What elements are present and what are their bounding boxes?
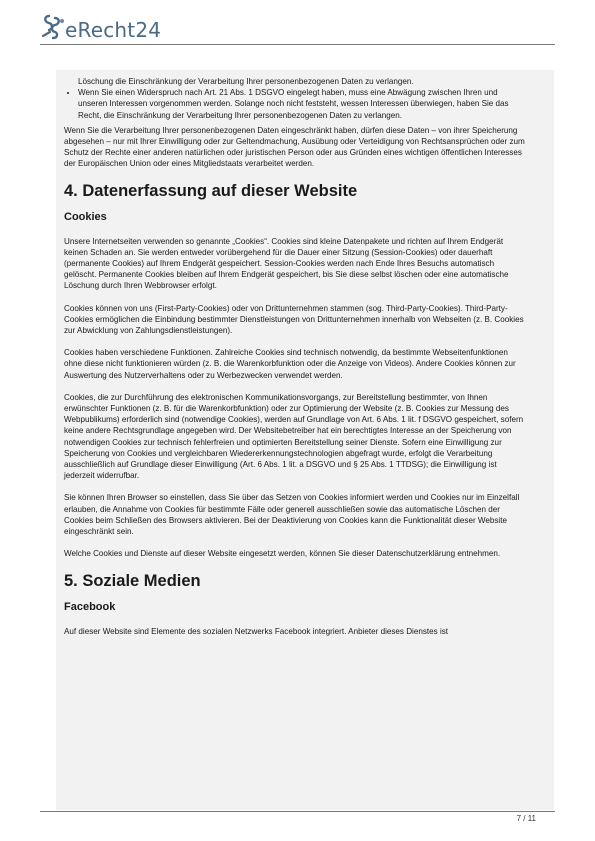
paragraph: Cookies, die zur Durchführung des elektronischen Kommunikationsvorgangs, zur Bereitstellung bestimmter, von Ihnen erwünschter Funktionen (z. B. für die Warenkorbfunktion) oder zur Optimierung der Website (z. B. Cookies zur Messung des Webpublikums) erforderlich sind (notwendige Cookies), werden auf Grundlage von Art. 6 Abs. 1 lit. f DSGVO gespeichert, sofern keine andere Rechtsgrundlage angegeben wird. Der Websitebetreiber hat ein berechtigtes Interesse an der Speicherung von notwendigen Cookies zur technisch fehlerfreien und optimierten Bereitstellung seiner Dienste. Sofern eine Einwilligung zur Speicherung von Cookies und vergleichbaren Wiedererkennungstechnologien abgefragt wurde, erfolgt die Verarbeitung ausschließlich auf Grundlage dieser Einwilligung (Art. 6 Abs. 1 lit. a DSGVO und § 25 Abs. 1 TTDSG); die Einwilligung ist jederzeit widerrufbar. xyxy=(64,392,524,481)
paragraph: Unsere Internetseiten verwenden so genannte „Cookies“. Cookies sind kleine Datenpakete und richten auf Ihrem Endgerät keinen Schaden an. Sie werden entweder vorübergehend für die Dauer einer Sitzung (Session-Cookies) oder dauerhaft (permanente Cookies) auf Ihrem Endgerät gespeichert. Session-Cookies werden nach Ende Ihres Besuchs automatisch gelöscht. Permanente Cookies bleiben auf Ihrem Endgerät gespeichert, bis Sie diese selbst löschen oder eine automatische Löschung durch Ihren Webbrowser erfolgt. xyxy=(64,236,509,291)
page-header xyxy=(40,12,555,45)
paragraph: Sie können Ihren Browser so einstellen, dass Sie über das Setzen von Cookies informiert werden und Cookies nur im Einzelfall erlauben, die Annahme von Cookies für bestimmte Fälle oder generell ausschließen sowie das automatische Löschen der Cookies beim Schließen des Browsers aktivieren. Bei der Deaktivierung von Cookies kann die Funktionalität dieser Website eingeschränkt sein. xyxy=(64,493,520,537)
paragraph-logo-icon xyxy=(40,12,68,42)
list-item: Löschung die Einschränkung der Verarbeitung Ihrer personenbezogenen Daten zu verlangen. xyxy=(78,77,414,86)
paragraph: Cookies können von uns (First-Party-Cookies) oder von Drittunternehmen stammen (sog. Third-Party-Cookies). Third-Party-Cookies ermöglichen die Einbindung bestimmter Dienstleistungen von Drittunternehmen innerhalb von Webseiten (z. B. Cookies zur Abwicklung von Zahlungsdienstleistungen). xyxy=(64,303,524,336)
section-heading: 5. Soziale Medien xyxy=(64,571,201,590)
subsection-heading: Facebook xyxy=(64,600,116,613)
paragraph: Wenn Sie die Verarbeitung Ihrer personenbezogenen Daten eingeschränkt haben, dürfen diese Daten – von ihrer Speicherung abgesehen – nur mit Ihrer Einwilligung oder zur Geltendmachung, Ausübung oder Verteidigung von Rechtsansprüchen oder zum Schutz der Rechte einer anderen natürlichen oder juristischen Person oder aus Gründen eines wichtigen öffentlichen Interesses der Europäischen Union oder eines Mitgliedstaats verarbeitet werden. xyxy=(64,125,525,169)
erecht24-logo xyxy=(40,12,161,42)
rights-list xyxy=(64,76,528,121)
paragraph: Welche Cookies und Dienste auf dieser Website eingesetzt werden, können Sie dieser Datenschutzerklärung entnehmen. xyxy=(64,549,501,559)
section-heading: 4. Datenerfassung auf dieser Website xyxy=(64,181,358,200)
footer-divider xyxy=(40,811,555,812)
document-body xyxy=(56,70,554,810)
paragraph: Auf dieser Website sind Elemente des sozialen Netzwerks Facebook integriert. Anbieter dieses Dienstes ist xyxy=(64,626,449,636)
list-item: • Wenn Sie einen Widerspruch nach Art. 21 Abs. 1 DSGVO eingelegt haben, muss eine Abwägung zwischen Ihren und unseren Interessen vorgenommen werden. Solange noch nicht feststeht, wessen Interessen überwiegen, haben Sie das Recht, die Einschränkung der Verarbeitung Ihrer personenbezogenen Daten zu verlangen. xyxy=(78,87,528,121)
paragraph: Cookies haben verschiedene Funktionen. Zahlreiche Cookies sind technisch notwendig, da bestimmte Webseitenfunktionen ohne diese nicht funktionieren würden (z. B. die Warenkorbfunktion oder die Anzeige von Videos). Andere Cookies können zur Auswertung des Nutzerverhaltens oder zu Werbezwecken verwendet werden. xyxy=(64,348,516,380)
subsection-heading: Cookies xyxy=(64,210,107,223)
page-number: 7 / 11 xyxy=(516,814,536,823)
logo-text: eRecht24 xyxy=(65,18,162,42)
